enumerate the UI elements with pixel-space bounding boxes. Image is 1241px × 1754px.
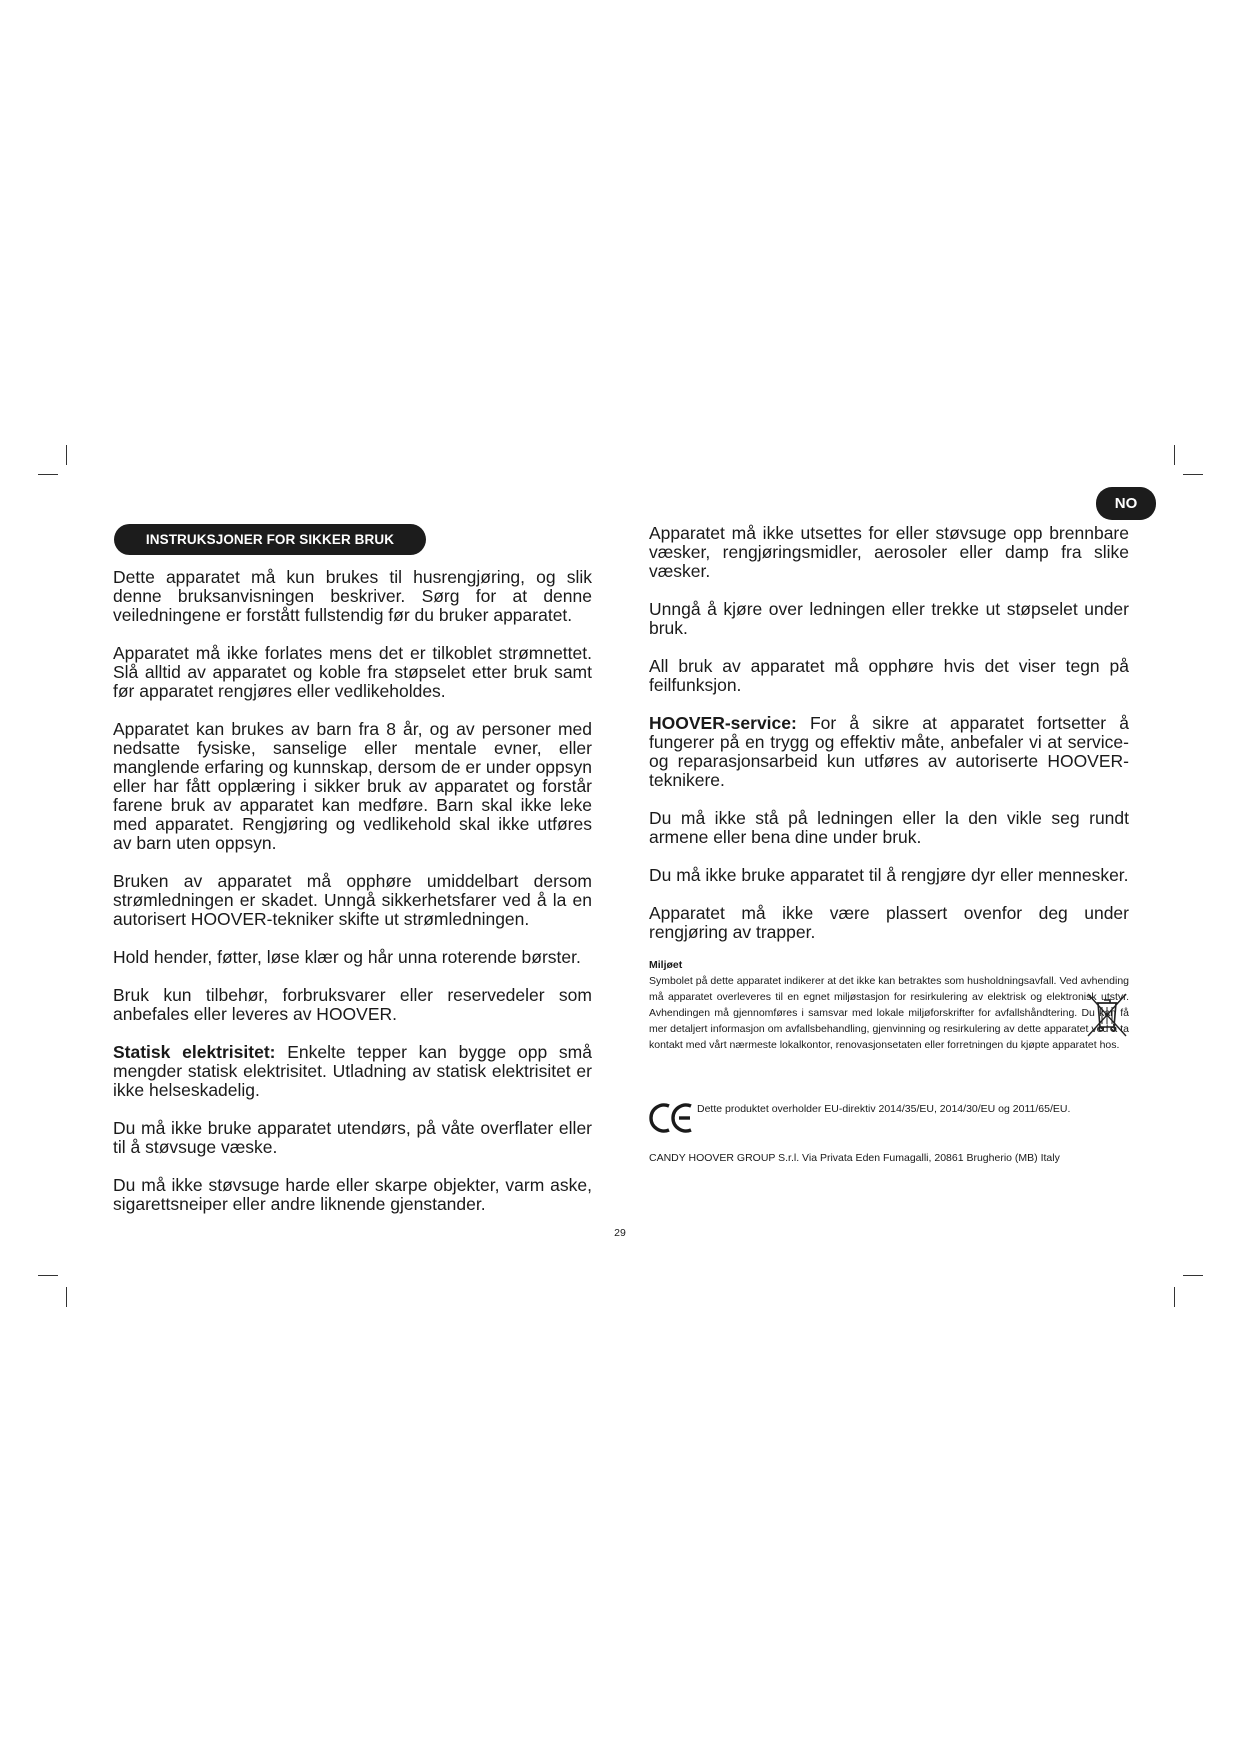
paragraph <box>113 720 592 853</box>
paragraph-text: Du må ikke stå på ledningen eller la den vikle seg rundt armene eller bena dine under bruk. <box>649 808 1129 847</box>
paragraph-text: Du må ikke bruke apparatet til å rengjøre dyr eller mennesker. <box>649 865 1129 885</box>
crop-mark <box>38 1275 58 1276</box>
paragraph-text: Du må ikke støvsuge harde eller skarpe objekter, varm aske, sigarettsneiper eller andre liknende gjenstander. <box>113 1175 592 1214</box>
ce-declaration <box>649 1101 1129 1135</box>
paragraph <box>113 986 592 1024</box>
paragraph-text: Apparatet må ikke være plassert ovenfor deg under rengjøring av trapper. <box>649 903 1129 942</box>
paragraph <box>113 644 592 701</box>
language-tab: NO <box>1096 487 1156 520</box>
paragraph-text: Dette apparatet må kun brukes til husrengjøring, og slik denne bruksanvisningen beskriver. Sørg for at denne veiledningene er forstått fullstendig før du bruker apparatet. <box>113 567 592 625</box>
weee-crossed-bin-icon <box>1085 991 1129 1039</box>
paragraph <box>649 809 1129 847</box>
paragraph <box>113 1043 592 1100</box>
environment-section <box>649 957 1129 1053</box>
paragraph-text: For å sikre at apparatet fortsetter å fungerer på en trygg og effektiv måte, anbefaler vi at service- og reparasjonsarbeid kun utføres av autoriserte HOOVER-teknikere. <box>649 713 1129 790</box>
paragraph <box>113 872 592 929</box>
paragraph <box>649 524 1129 581</box>
paragraph-text: Bruken av apparatet må opphøre umiddelbart dersom strømledningen er skadet. Unngå sikkerhetsfarer ved å la en autorisert HOOVER-tekniker skifte ut strømledningen. <box>113 871 592 929</box>
paragraph-text: Unngå å kjøre over ledningen eller trekke ut støpselet under bruk. <box>649 599 1129 638</box>
paragraph <box>113 1119 592 1157</box>
page-number: 29 <box>614 1227 626 1239</box>
crop-mark <box>66 1287 67 1307</box>
crop-mark <box>1174 1287 1175 1307</box>
paragraph-text: Hold hender, føtter, løse klær og hår unna roterende børster. <box>113 947 581 967</box>
paragraph <box>649 657 1129 695</box>
paragraph-text: Apparatet kan brukes av barn fra 8 år, og av personer med nedsatte fysiske, sanselige eller mentale evner, eller manglende erfaring og kunnskap, dersom de er under oppsyn eller har fått opplæring i sikker bruk av apparatet og forstår farene bruk av apparatet kan medføre. Barn skal ikke leke med apparatet. Rengjøring og vedlikehold skal ikke utføres av barn uten oppsyn. <box>113 719 592 853</box>
paragraph <box>113 568 592 625</box>
paragraph <box>113 948 592 967</box>
paragraph-text: Apparatet må ikke utsettes for eller støvsuge opp brennbare væsker, rengjøringsmidler, aerosoler eller damp fra slike væsker. <box>649 523 1129 581</box>
crop-mark <box>1174 445 1175 465</box>
left-column <box>113 568 592 1233</box>
paragraph <box>649 904 1129 942</box>
environment-body: Symbolet på dette apparatet indikerer at det ikke kan betraktes som husholdningsavfall. Ved avhending må apparatet overleveres til en egnet miljøstasjon for resirkulering av elektrisk og elektronisk utstyr. Avhendingen må gjennomføres i samsvar med lokale miljøforskrifter for avfallshåndtering. Du kan få mer detaljert informasjon om avfallsbehandling, gjenvinning og resirkulering av dette apparatet ved å ta kontakt med vårt nærmeste lokalkontor, renovasjonsetaten eller forretningen du kjøpte apparatet hos. <box>649 975 1129 1051</box>
paragraph-lead: Statisk elektrisitet: <box>113 1042 276 1062</box>
crop-mark <box>1183 1275 1203 1276</box>
ce-text: Dette produktet overholder EU-direktiv 2014/35/EU, 2014/30/EU og 2011/65/EU. <box>697 1103 1071 1115</box>
company-address: CANDY HOOVER GROUP S.r.l. Via Privata Eden Fumagalli, 20861 Brugherio (MB) Italy <box>649 1152 1060 1164</box>
paragraph-text: All bruk av apparatet må opphøre hvis det viser tegn på feilfunksjon. <box>649 656 1129 695</box>
paragraph-text: Enkelte tepper kan bygge opp små mengder statisk elektrisitet. Utladning av statisk elektrisitet er ikke helseskadelig. <box>113 1042 592 1100</box>
right-column <box>649 524 1129 961</box>
paragraph-text: Bruk kun tilbehør, forbruksvarer eller reservedeler som anbefales eller leveres av HOOVER. <box>113 985 592 1024</box>
paragraph <box>649 714 1129 790</box>
ce-mark-icon <box>649 1101 695 1135</box>
crop-mark <box>38 474 58 475</box>
paragraph <box>649 600 1129 638</box>
section-title: INSTRUKSJONER FOR SIKKER BRUK <box>114 524 426 555</box>
paragraph-text: Du må ikke bruke apparatet utendørs, på våte overflater eller til å støvsuge væske. <box>113 1118 592 1157</box>
environment-title: Miljøet <box>649 959 683 971</box>
crop-mark <box>1183 474 1203 475</box>
paragraph <box>649 866 1129 885</box>
paragraph-lead: HOOVER-service: <box>649 713 797 733</box>
paragraph-text: Apparatet må ikke forlates mens det er tilkoblet strømnettet. Slå alltid av apparatet og koble fra støpselet etter bruk samt før apparatet rengjøres eller vedlikeholdes. <box>113 643 592 701</box>
paragraph <box>113 1176 592 1214</box>
crop-mark <box>66 445 67 465</box>
